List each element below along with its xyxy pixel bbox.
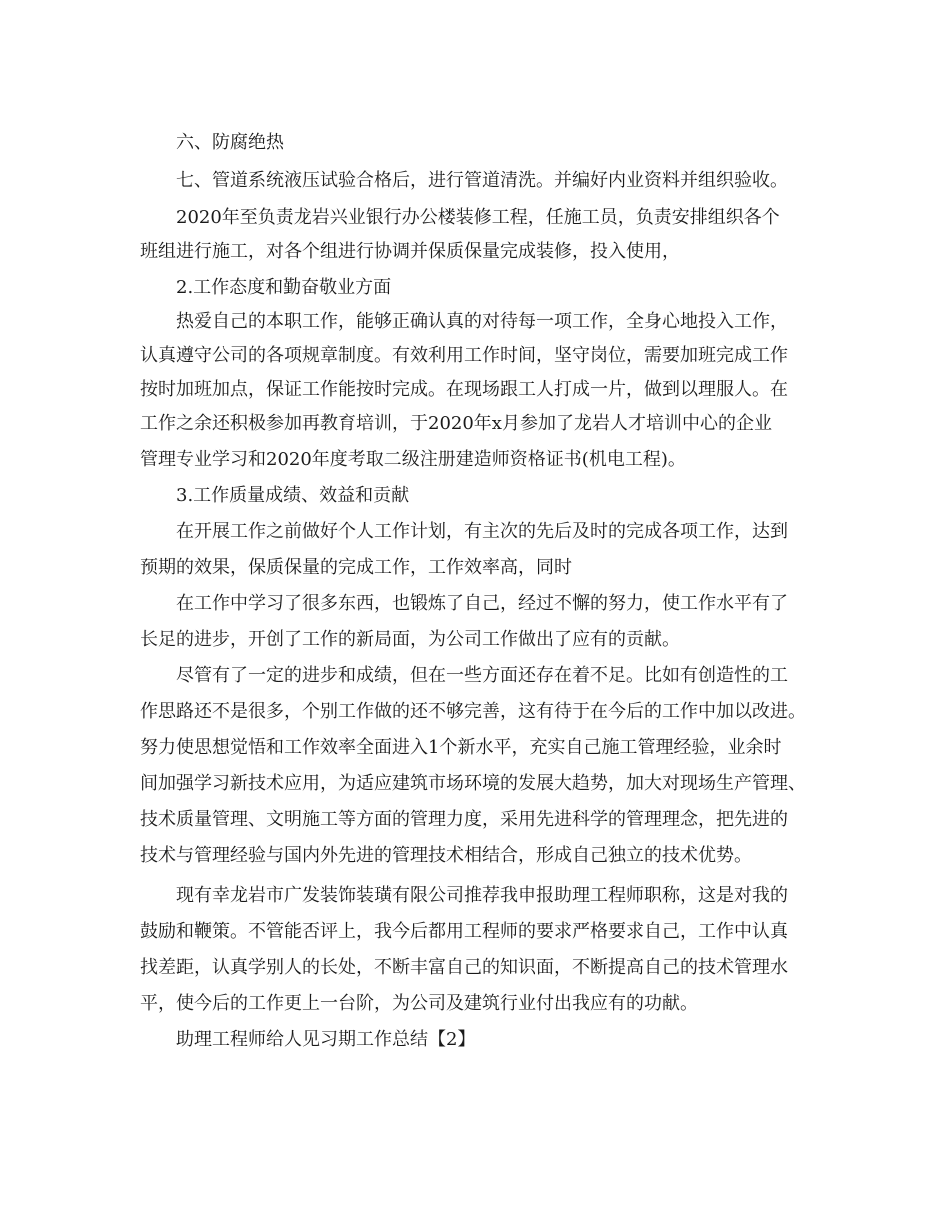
text-line: 管理专业学习和2020年度考取二级注册建造师资格证书(机电工程)。 (140, 449, 686, 470)
text-line: 找差距，认真学别人的长处，不断丰富自己的知识面，不断提高自己的技术管理水 (140, 957, 788, 978)
text-line: 在工作中学习了很多东西，也锻炼了自己，经过不懈的努力，使工作水平有了 (176, 593, 788, 614)
text-line: 班组进行施工，对各个组进行协调并保质保量完成装修，投入使用， (140, 241, 680, 262)
text-line: 工作之余还积极参加再教育培训，于2020年x月参加了龙岩人才培训中心的企业 (140, 413, 772, 434)
text-line: 技术与管理经验与国内外先进的管理技术相结合，形成自己独立的技术优势。 (140, 845, 752, 866)
text-line: 技术质量管理、文明施工等方面的管理力度，采用先进科学的管理理念，把先进的 (140, 809, 788, 830)
text-line: 认真遵守公司的各项规章制度。有效利用工作时间，坚守岗位，需要加班完成工作 (140, 345, 788, 366)
text-line: 作思路还不是很多，个别工作做的还不够完善，这有待于在今后的工作中加以改进。 (140, 701, 806, 722)
text-line: 现有幸龙岩市广发装饰装璜有限公司推荐我申报助理工程师职称，这是对我的 (176, 885, 788, 906)
section-heading: 助理工程师给人见习期工作总结【2】 (176, 1029, 476, 1050)
text-line: 努力使思想觉悟和工作效率全面进入1个新水平，充实自己施工管理经验，业余时 (140, 737, 782, 758)
text-line: 鼓励和鞭策。不管能否评上，我今后都用工程师的要求严格要求自己，工作中认真 (140, 921, 788, 942)
text-line: 在开展工作之前做好个人工作计划，有主次的先后及时的完成各项工作，达到 (176, 521, 788, 542)
text-line: 2020年至负责龙岩兴业银行办公楼装修工程，任施工员，负责安排组织各个 (176, 207, 780, 228)
text-line: 间加强学习新技术应用，为适应建筑市场环境的发展大趋势，加大对现场生产管理、 (140, 773, 806, 794)
text-line: 尽管有了一定的进步和成绩，但在一些方面还存在着不足。比如有创造性的工 (176, 665, 788, 686)
section-heading: 3.工作质量成绩、效益和贡献 (176, 485, 410, 506)
text-line: 按时加班加点，保证工作能按时完成。在现场跟工人打成一片，做到以理服人。在 (140, 379, 788, 400)
text-line: 热爱自己的本职工作，能够正确认真的对待每一项工作，全身心地投入工作， (176, 311, 788, 332)
text-line: 预期的效果，保质保量的完成工作，工作效率高，同时 (140, 557, 572, 578)
text-line: 平，使今后的工作更上一台阶，为公司及建筑行业付出我应有的功献。 (140, 993, 698, 1014)
text-line: 长足的进步，开创了工作的新局面，为公司工作做出了应有的贡献。 (140, 629, 680, 650)
section-heading: 2.工作态度和勤奋敬业方面 (176, 277, 392, 298)
text-line: 六、防腐绝热 (176, 132, 284, 153)
text-line: 七、管道系统液压试验合格后，进行管道清洗。并编好内业资料并组织验收。 (176, 170, 788, 191)
